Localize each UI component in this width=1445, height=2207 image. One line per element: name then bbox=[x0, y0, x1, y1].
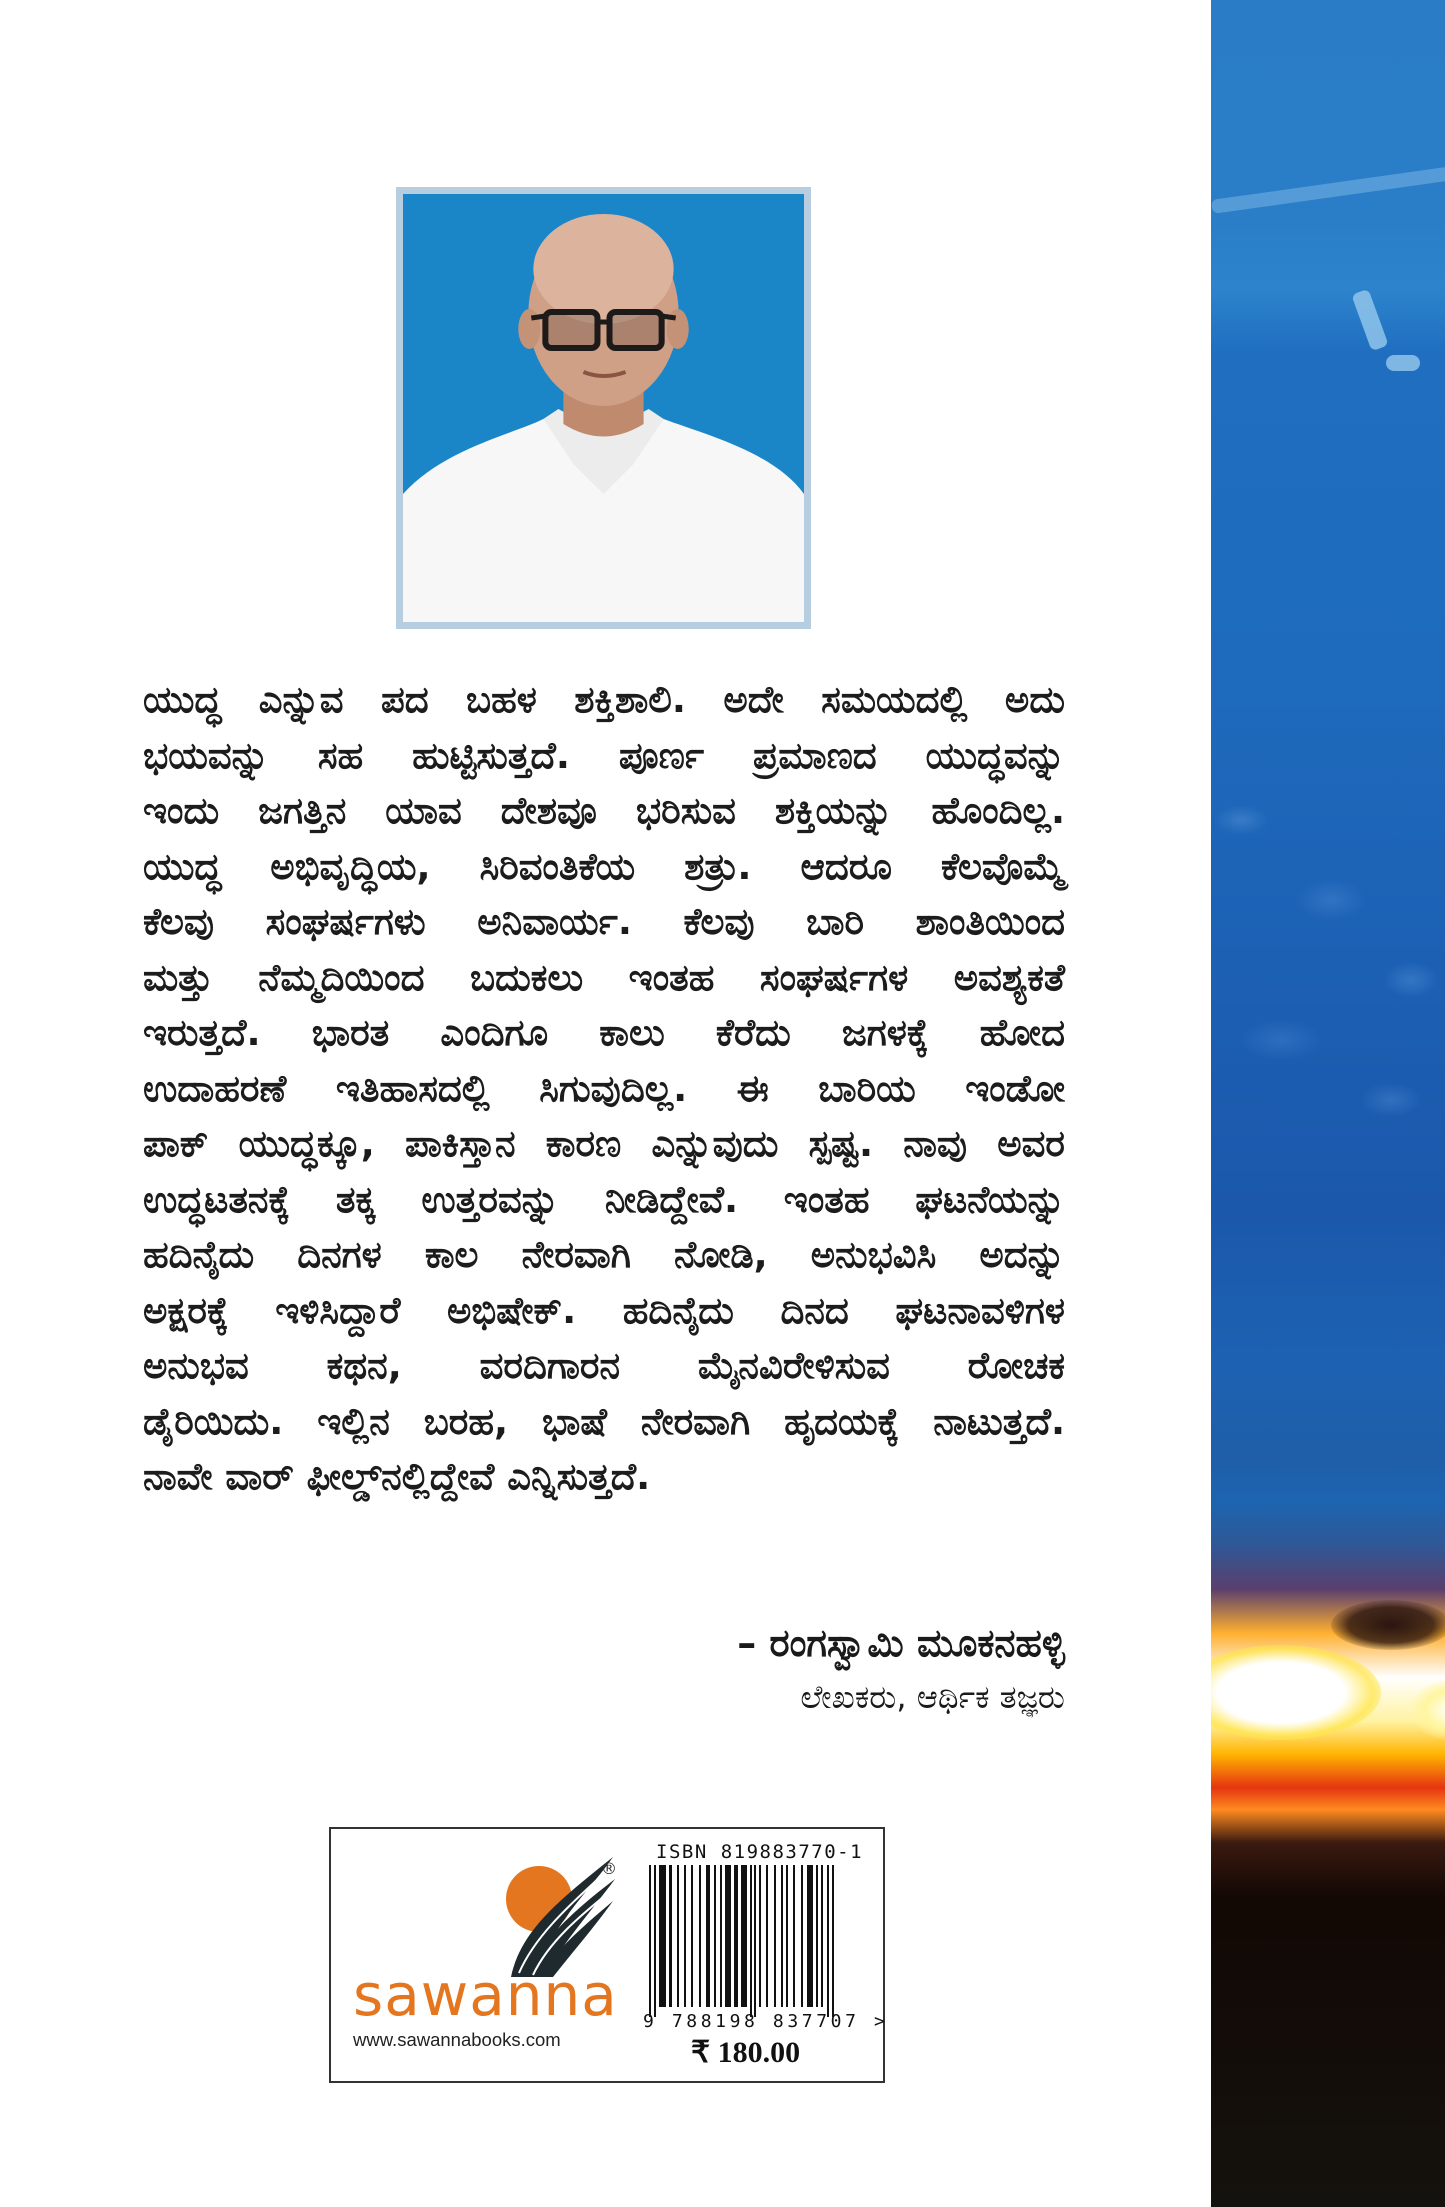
attribution-title: ಲೇಖಕರು, ಆರ್ಥಿಕ ತಜ್ಞರು bbox=[800, 1678, 1065, 1716]
attribution bbox=[737, 1615, 1065, 1723]
blurb-line: ಡೈರಿಯಿದು. ಇಲ್ಲಿನ ಬರಹ, ಭಾಷೆ ನೇರವಾಗಿ ಹೃದಯಕ್ಕೆ ನಾಟುತ್ತದೆ. bbox=[143, 1399, 1065, 1443]
author-photo bbox=[396, 187, 811, 629]
smoke-decoration bbox=[1331, 1600, 1445, 1650]
blurb-line: ಇಂದು ಜಗತ್ತಿನ ಯಾವ ದೇಶವೂ ಭರಿಸುವ ಶಕ್ತಿಯನ್ನು ಹೊಂದಿಲ್ಲ. bbox=[143, 789, 1065, 832]
blurb-line: ಯುದ್ಧ ಅಭಿವೃದ್ಧಿಯ, ಸಿರಿವಂತಿಕೆಯ ಶತ್ರು. ಆದರೂ ಕೆಲವೊಮ್ಮೆ bbox=[143, 844, 1065, 888]
publisher-logo bbox=[351, 1849, 621, 2059]
attribution-name: – ರಂಗಸ್ವಾಮಿ ಮೂಕನಹಳ್ಳಿ bbox=[737, 1621, 1065, 1665]
author-portrait-illustration bbox=[403, 194, 804, 622]
blurb-line: ಉದಾಹರಣೆ ಇತಿಹಾಸದಲ್ಲಿ ಸಿಗುವುದಿಲ್ಲ. ಈ ಬಾರಿಯ ಇಂಡೋ bbox=[143, 1066, 1065, 1110]
front-cover-edge-artwork bbox=[1211, 0, 1445, 2207]
price-label: ₹ 180.00 bbox=[691, 2036, 801, 2069]
publisher-url: www.sawannabooks.com bbox=[353, 2029, 561, 2050]
blurb-line: ಕೆಲವು ಸಂಘರ್ಷಗಳು ಅನಿವಾರ್ಯ. ಕೆಲವು ಬಾರಿ ಶಾಂತಿಯಿಂದ bbox=[143, 900, 1065, 943]
blurb-line: ಮತ್ತು ನೆಮ್ಮದಿಯಿಂದ ಬದುಕಲು ಇಂತಹ ಸಂಘರ್ಷಗಳ ಅವಶ್ಯಕತೆ bbox=[143, 955, 1065, 999]
publisher-name: sawanna bbox=[353, 1961, 618, 2029]
blurb-line: ಅನುಭವ ಕಥನ, ವರದಿಗಾರನ ಮೈನವಿರೇಳಿಸುವ ರೋಚಕ bbox=[143, 1344, 1065, 1387]
texture-decoration bbox=[1211, 780, 1445, 1200]
registered-mark: ® bbox=[601, 1859, 617, 1878]
barcode-icon bbox=[649, 1865, 834, 2017]
sun-with-feather-icon bbox=[481, 1849, 621, 1979]
blurb-line: ನಾವೇ ವಾರ್ ಫೀಲ್ಡ್‌ನಲ್ಲಿದ್ದೇವೆ ಎನ್ನಿಸುತ್ತದೆ. bbox=[143, 1455, 651, 1498]
shoreline-decoration bbox=[1211, 164, 1445, 214]
explosion-glow-decoration bbox=[1211, 1645, 1381, 1740]
blurb-line: ಇರುತ್ತದೆ. ಭಾರತ ಎಂದಿಗೂ ಕಾಲು ಕೆರೆದು ಜಗಳಕ್ಕೆ ಹೋದ bbox=[143, 1011, 1065, 1054]
blurb-line: ಉದ್ಧಟತನಕ್ಕೆ ತಕ್ಕ ಉತ್ತರವನ್ನು ನೀಡಿದ್ದೇವೆ. ಇಂತಹ ಘಟನೆಯನ್ನು bbox=[143, 1177, 1065, 1221]
blurb-line: ಹದಿನೈದು ದಿನಗಳ ಕಾಲ ನೇರವಾಗಿ ನೋಡಿ, ಅನುಭವಿಸಿ ಅದನ್ನು bbox=[143, 1233, 1065, 1276]
blurb-line: ಭಯವನ್ನು ಸಹ ಹುಟ್ಟಿಸುತ್ತದೆ. ಪೂರ್ಣ ಪ್ರಮಾಣದ ಯುದ್ಧವನ್ನು bbox=[143, 733, 1065, 777]
blurb-line: ಯುದ್ಧ ಎನ್ನುವ ಪದ ಬಹಳ ಶಕ್ತಿಶಾಲಿ. ಅದೇ ಸಮಯದಲ್ಲಿ ಅದು bbox=[143, 678, 1065, 721]
island-decoration bbox=[1351, 289, 1388, 352]
explosion-glow-decoration bbox=[1411, 1680, 1445, 1740]
blurb-line: ಪಾಕ್ ಯುದ್ಧಕ್ಕೂ, ಪಾಕಿಸ್ತಾನ ಕಾರಣ ಎನ್ನುವುದು ಸ್ಪಷ್ಟ. ನಾವು ಅವರ bbox=[143, 1122, 1065, 1165]
publisher-barcode-box bbox=[329, 1827, 889, 2083]
blurb-paragraph bbox=[143, 672, 1065, 1505]
isbn-label: ISBN 819883770-1 bbox=[656, 1841, 864, 1863]
island-decoration bbox=[1386, 355, 1420, 371]
ean-digits: 9 788198 837707 > bbox=[643, 2011, 889, 2032]
blurb-line: ಅಕ್ಷರಕ್ಕೆ ಇಳಿಸಿದ್ದಾರೆ ಅಭಿಷೇಕ್. ಹದಿನೈದು ದಿನದ ಘಟನಾವಳಿಗಳ bbox=[143, 1288, 1065, 1332]
